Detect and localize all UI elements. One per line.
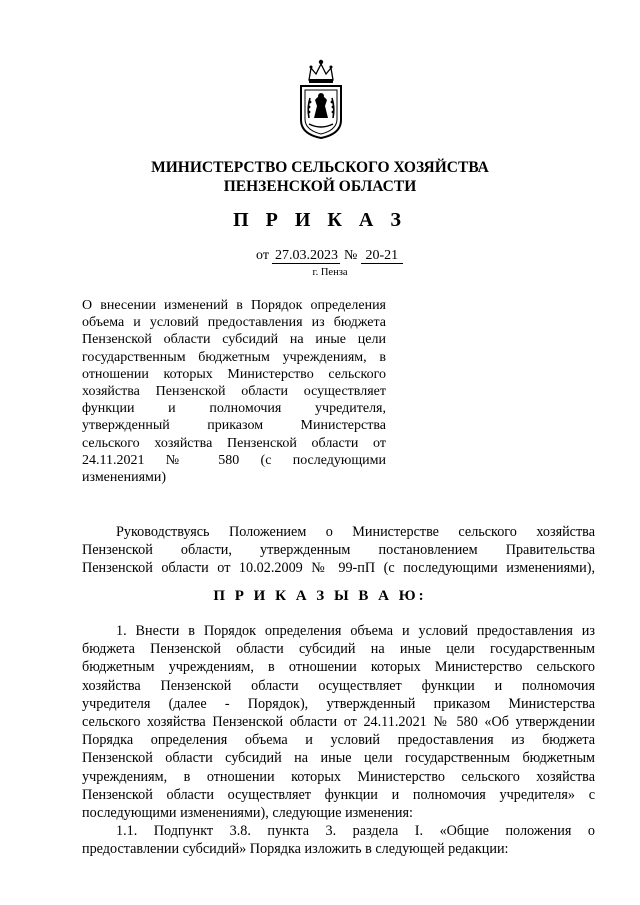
intro-paragraph bbox=[82, 523, 595, 578]
document-subject bbox=[82, 297, 386, 486]
date-number-line bbox=[256, 248, 436, 264]
body-line: Порядка определения объема и условий предоставления из бюджета bbox=[82, 732, 595, 749]
body-line: бюджетным учреждениям, в отношении которых Министерство сельского bbox=[82, 659, 595, 676]
body-line: учредителя (далее - Порядок), утвержденный приказом Министерства bbox=[82, 695, 595, 712]
body-line: последующими изменениями), следующие изменения: bbox=[82, 804, 413, 821]
subject-line: 24.11.2021 № 580 (с последующими bbox=[82, 452, 386, 468]
body-line: 1.1. Подпункт 3.8. пункта 3. раздела I. «Общие положения о bbox=[116, 823, 595, 840]
subject-line: утвержденный приказом Министерства bbox=[82, 418, 386, 434]
body-line: бюджета Пензенской области субсидий на иные цели государственным bbox=[82, 641, 595, 658]
body-line: 1. Внести в Порядок определения объема и условий предоставления из bbox=[116, 623, 595, 639]
body-line: Пензенской области субсидий на иные цели государственным бюджетным bbox=[82, 750, 595, 767]
document-date: 27.03.2023 bbox=[272, 248, 340, 264]
body-line: сельского хозяйства Пензенской области от 24.11.2021 № 580 «Об утверждении bbox=[82, 713, 595, 730]
subject-line: изменениями) bbox=[82, 469, 167, 485]
order-body bbox=[82, 622, 595, 858]
body-line: учреждениям, в отношении которых Министерство сельского хозяйства bbox=[82, 768, 595, 785]
document-number: 20-21 bbox=[361, 248, 403, 264]
order-heading: П Р И К А З Ы В А Ю: bbox=[213, 588, 427, 604]
date-prefix: от bbox=[256, 248, 269, 263]
body-line: хозяйства Пензенской области осуществляет функции и полномочия bbox=[82, 677, 595, 694]
city-label: г. Пенза bbox=[312, 267, 348, 278]
body-line: Пензенской области осуществляет функции и полномочия учредителя» с bbox=[82, 786, 595, 803]
intro-line: Пензенской области от 10.02.2009 № 99-пП (с последующими изменениями), bbox=[82, 560, 595, 577]
intro-line: Пензенской области, утвержденным постановлением Правительства bbox=[82, 542, 595, 559]
intro-line: Руководствуясь Положением о Министерстве сельского хозяйства bbox=[116, 524, 595, 540]
subject-line: функции и полномочия учредителя, bbox=[82, 401, 386, 417]
number-sign: № bbox=[343, 248, 358, 263]
subject-line: хозяйства Пензенской области осуществляет bbox=[82, 383, 386, 399]
subject-line: Пензенской области субсидий на иные цели bbox=[82, 332, 386, 348]
subject-line: отношении которых Министерство сельского bbox=[82, 366, 386, 382]
subject-line: О внесении изменений в Порядок определения bbox=[82, 298, 386, 313]
body-line: предоставлении субсидий» Порядка изложить в следующей редакции: bbox=[82, 841, 509, 858]
ministry-name-line1: МИНИСТЕРСТВО СЕЛЬСКОГО ХОЗЯЙСТВА bbox=[151, 159, 489, 176]
document-type-title: П Р И К А З bbox=[233, 209, 407, 231]
subject-line: объема и условий предоставления из бюджета bbox=[82, 315, 386, 331]
coat-of-arms-icon bbox=[295, 58, 347, 140]
subject-line: государственным бюджетным учреждениям, в bbox=[82, 349, 386, 365]
subject-line: сельского хозяйства Пензенской области от bbox=[82, 435, 386, 451]
ministry-name-line2: ПЕНЗЕНСКОЙ ОБЛАСТИ bbox=[223, 178, 417, 195]
